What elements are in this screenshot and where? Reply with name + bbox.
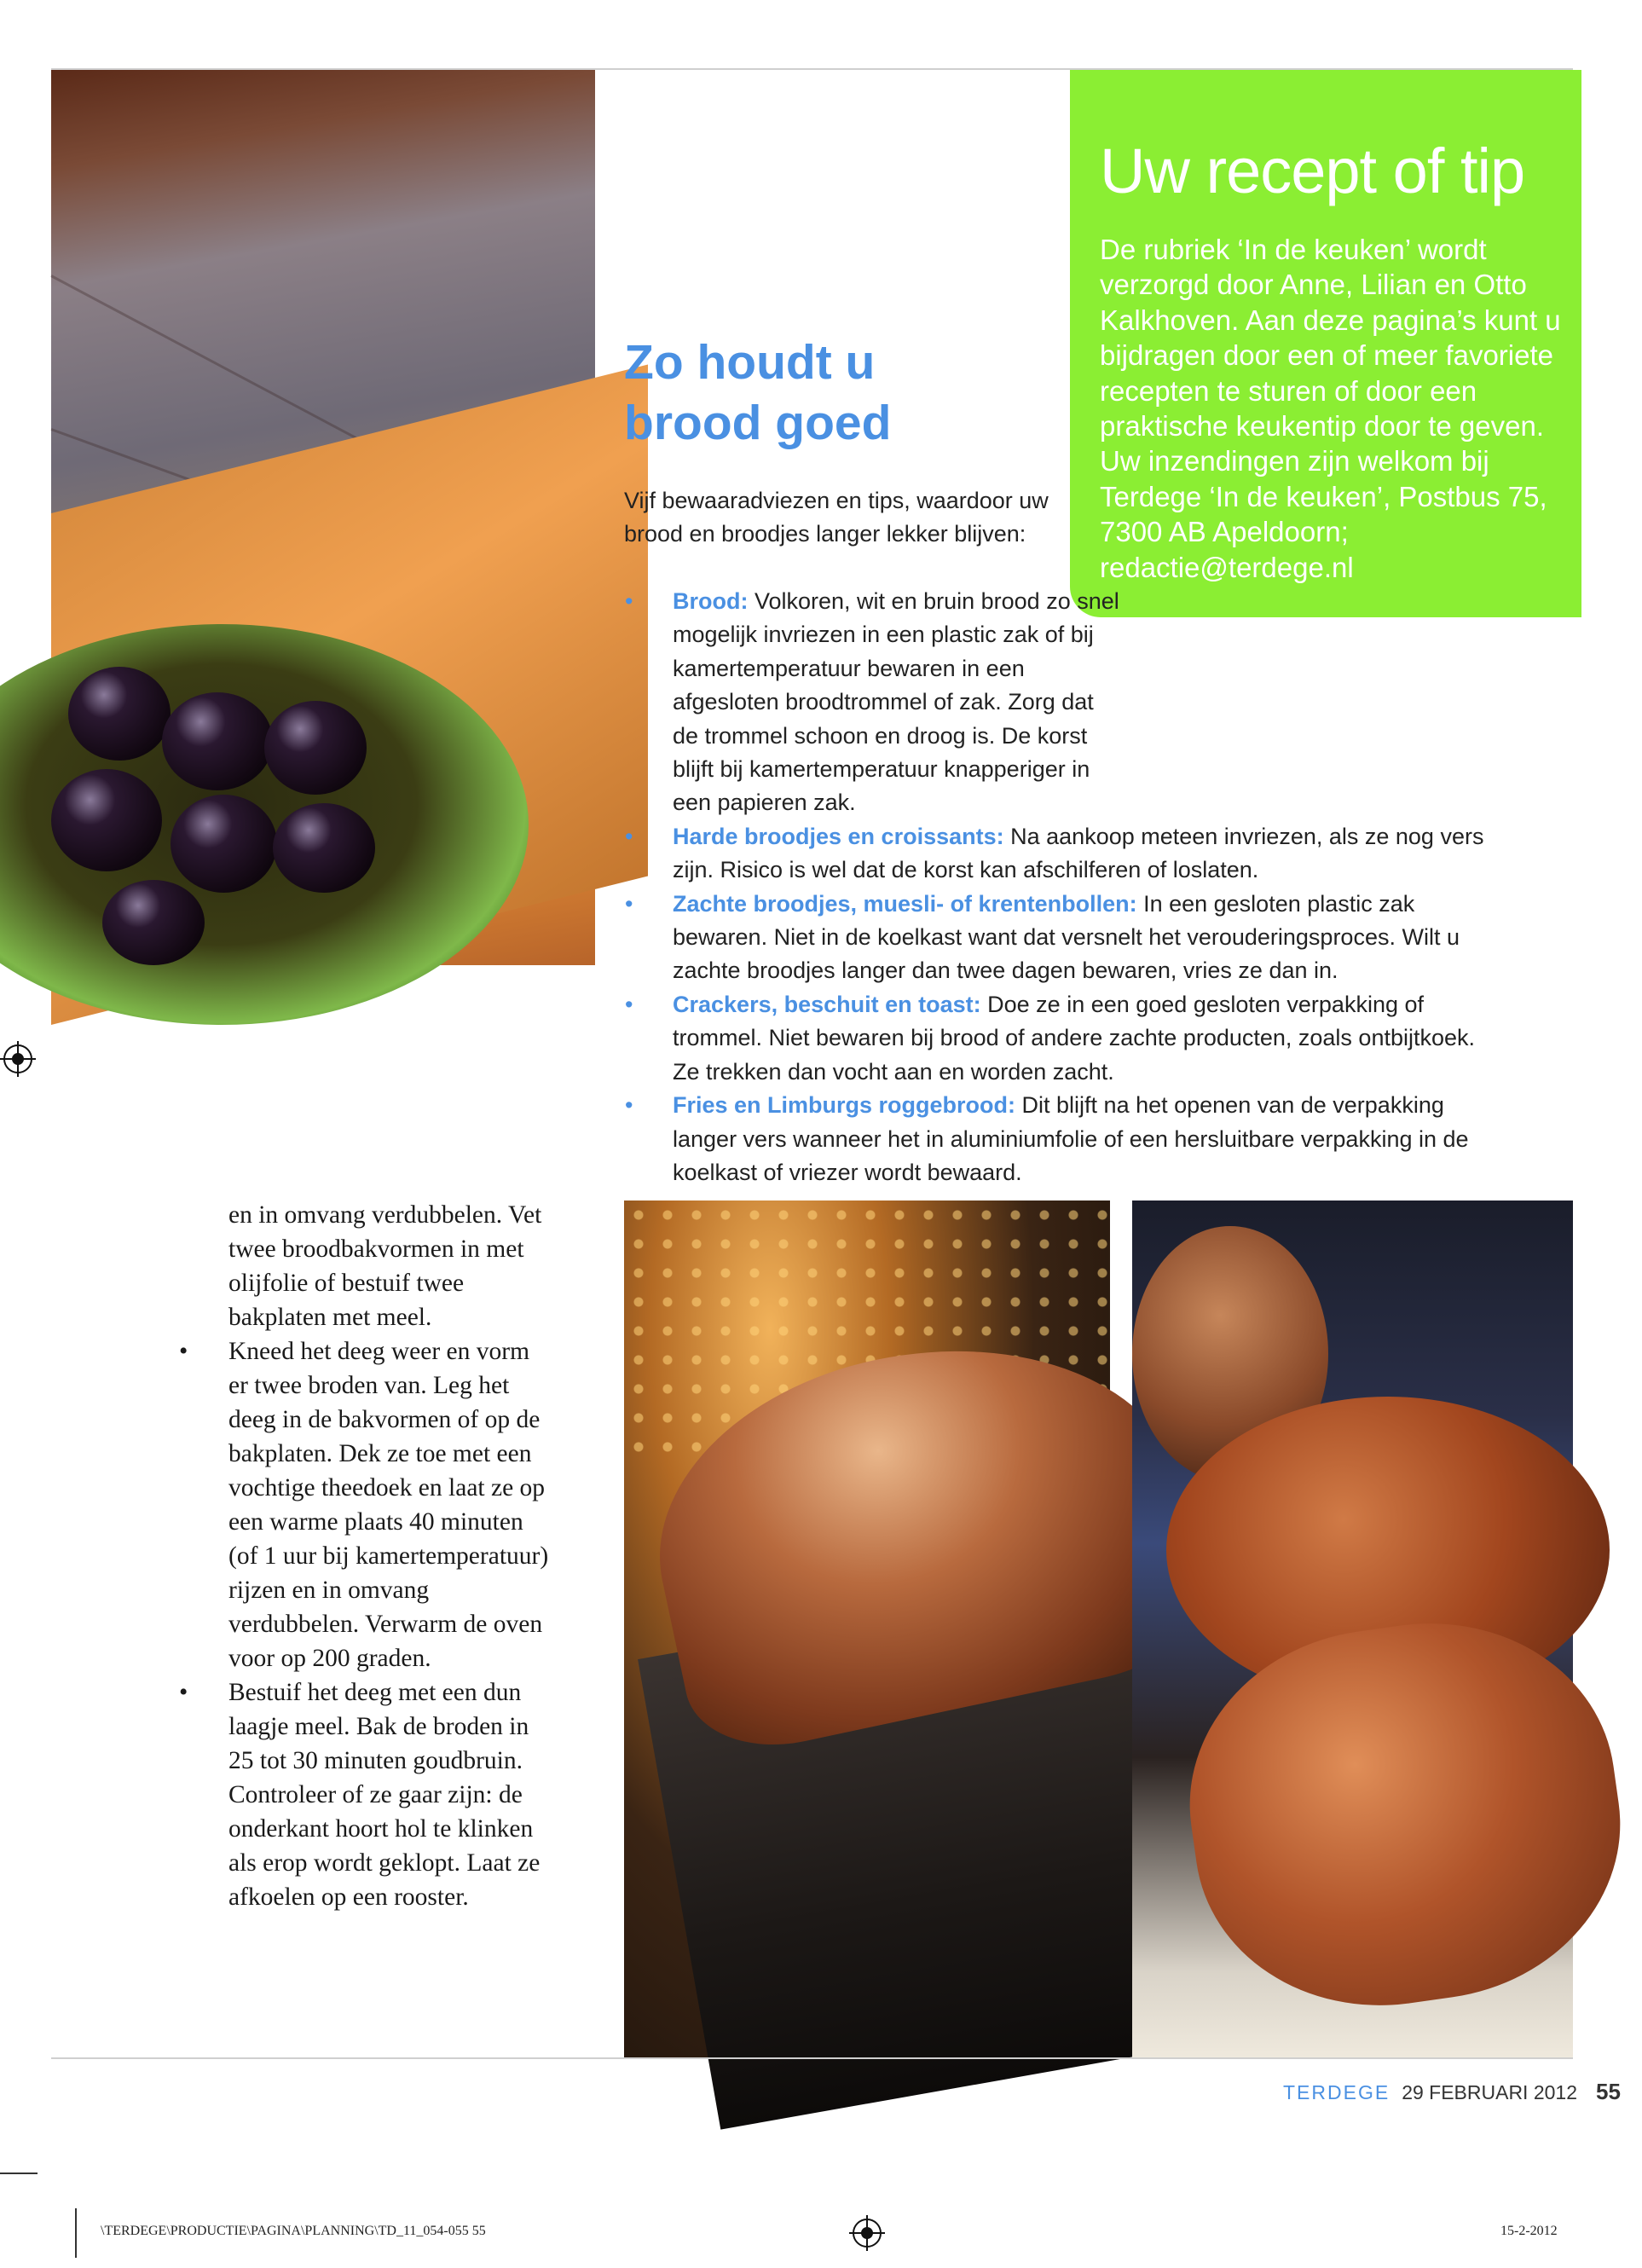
article-intro: Vijf bewaaradviezen en tips, waardoor uw brood en broodjes langer lekker blijven: bbox=[624, 488, 1049, 547]
bullet: • bbox=[179, 1679, 188, 1706]
bread-rolls-photo bbox=[1132, 1201, 1573, 2057]
recipe-steps bbox=[179, 1198, 554, 1914]
article-headline bbox=[624, 333, 1050, 454]
tip-text: Na aankoop meteen invriezen, als ze nog vers zijn. Risico is wel dat de korst kan afschilferen of loslaten. bbox=[673, 823, 1484, 883]
tip-term: Zachte broodjes, muesli- of krentenbollen: bbox=[673, 890, 1137, 917]
tip-term: Crackers, beschuit en toast: bbox=[673, 991, 981, 1017]
bullet: • bbox=[625, 823, 633, 849]
recipe-text: en in omvang verdubbelen. Vet twee broodbakvormen in met olijfolie of bestuif twee bakplaten met meel. bbox=[228, 1201, 542, 1331]
list-item bbox=[622, 888, 1500, 988]
crop-mark bbox=[0, 2173, 38, 2174]
list-item bbox=[622, 820, 1500, 888]
slug-date: 15-2-2012 bbox=[1500, 2224, 1558, 2238]
olive bbox=[51, 769, 162, 871]
bottom-rule bbox=[51, 2057, 1573, 2059]
olives-photo bbox=[51, 70, 595, 965]
tips-list bbox=[622, 585, 1500, 1189]
registration-mark-icon bbox=[3, 1044, 32, 1073]
olive bbox=[162, 692, 273, 790]
magazine-name: TERDEGE bbox=[1283, 2081, 1390, 2103]
olive bbox=[68, 667, 171, 761]
page-footer bbox=[1283, 2079, 1621, 2105]
recipe-step bbox=[179, 1334, 554, 1675]
headline-line-2: brood goed bbox=[624, 396, 892, 450]
list-item bbox=[622, 1089, 1500, 1189]
tip-box-text: De rubriek ‘In de keuken’ wordt verzorgd door Anne, Lilian en Otto Kalkhoven. Aan deze pagina’s kunt u bijdragen door een of meer favoriete recepten te sturen of door een praktische keukentip door te geven. Uw inzendingen zijn welkom bij Terdege ‘In de keuken’, Postbus 75, 7300 AB Apeldoorn; redactie@terdege.nl bbox=[1100, 234, 1561, 583]
tip-term: Brood: bbox=[673, 588, 749, 614]
tip-text: Volkoren, wit en bruin brood zo snel mogelijk invriezen in een plastic zak of bij kamertemperatuur bewaren in een afgesloten broodtrommel of zak. Zorg dat de trommel schoon en droog is. De korst blijft bij kamertemperatuur knapperiger in een papieren zak. bbox=[673, 588, 1119, 816]
olive bbox=[102, 880, 205, 965]
recipe-text: Bestuif het deeg met een dun laagje meel. Bak de broden in 25 tot 30 minuten goudbruin. Controleer of ze gaar zijn: de onderkant hoort hol te klinken als erop wordt geklopt. Laat ze afkoelen op een rooster. bbox=[228, 1679, 541, 1911]
tip-text: Dit blijft na het openen van de verpakking langer vers wanneer het in aluminiumfolie of een hersluitbare verpakking in de koelkast of vriezer wordt bewaard. bbox=[673, 1092, 1469, 1185]
registration-mark-icon bbox=[853, 2219, 882, 2248]
olive bbox=[273, 803, 375, 893]
tip-text: In een gesloten plastic zak bewaren. Niet in de koelkast want dat versnelt het verouderingsproces. Wilt u zachte broodjes langer dan twee dagen bewaren, vries ze dan in. bbox=[673, 890, 1460, 984]
page-number: 55 bbox=[1596, 2079, 1621, 2104]
bullet: • bbox=[179, 1338, 188, 1365]
list-item bbox=[622, 585, 1125, 820]
recipe-continuation bbox=[179, 1198, 554, 1334]
crop-mark bbox=[75, 2208, 77, 2258]
olive bbox=[171, 795, 277, 893]
bullet: • bbox=[625, 890, 633, 917]
tip-term: Fries en Limburgs roggebrood: bbox=[673, 1092, 1016, 1119]
slug-path: \TERDEGE\PRODUCTIE\PAGINA\PLANNING\TD_11_054-055 55 bbox=[101, 2224, 486, 2238]
bread-loaf-photo bbox=[624, 1201, 1110, 2057]
recipe-text: Kneed het deeg weer en vorm er twee broden van. Leg het deeg in de bakvormen of op de bakplaten. Dek ze toe met een vochtige theedoek en laat ze op een warme plaats 40 minuten (of 1 uur bij kamertemperatuur) rijzen en in omvang verdubbelen. Verwarm de oven voor op 200 graden. bbox=[228, 1338, 549, 1672]
tip-term: Harde broodjes en croissants: bbox=[673, 823, 1004, 849]
bullet: • bbox=[625, 991, 633, 1017]
bullet: • bbox=[625, 588, 633, 614]
recipe-step bbox=[179, 1675, 554, 1914]
tip-box-title: Uw recept of tip bbox=[1100, 136, 1525, 206]
tip-text: Doe ze in een goed gesloten verpakking of trommel. Niet bewaren bij brood of andere zachte producten, zoals ontbijtkoek. Ze trekken dan vocht aan en worden zacht. bbox=[673, 991, 1476, 1085]
headline-line-1: Zo houdt u bbox=[624, 335, 876, 390]
olive bbox=[264, 701, 367, 795]
list-item bbox=[622, 988, 1500, 1089]
bullet: • bbox=[625, 1092, 633, 1119]
issue-date: 29 FEBRUARI 2012 bbox=[1402, 2081, 1578, 2103]
